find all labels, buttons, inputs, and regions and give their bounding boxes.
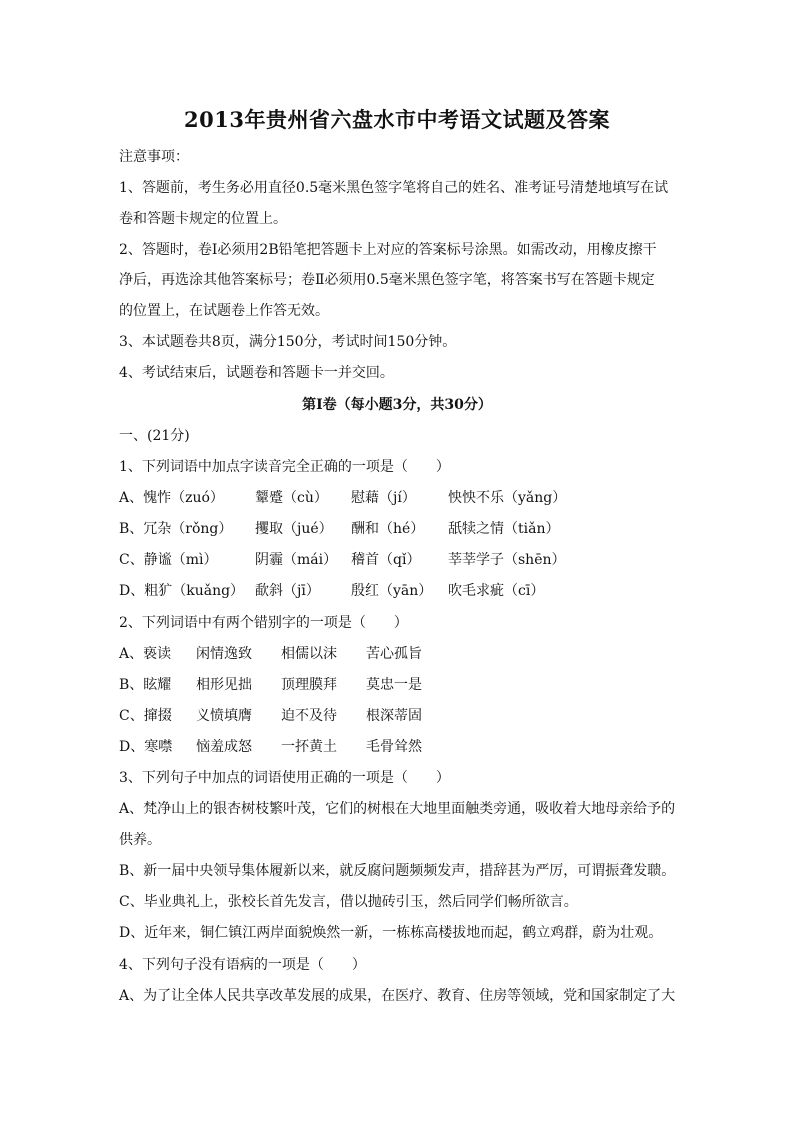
option-item: 顶理膜拜 [281, 677, 337, 693]
question-1-stem: 1、下列词语中加点字读音完全正确的一项是（ ） [119, 459, 450, 475]
option-item: 殷红（yān） [351, 583, 433, 599]
notice-2-line-3: 的位置上，在试题卷上作答无效。 [119, 303, 329, 319]
option-item: 怏怏不乐（yǎng） [448, 490, 567, 506]
section-title: 第Ⅰ卷（每小题3分，共30分） [302, 397, 492, 413]
question-3-option-c: C、毕业典礼上，张校长首先发言，借以抛砖引玉，然后同学们畅所欲言。 [119, 894, 578, 910]
option-item: 毛骨耸然 [366, 739, 422, 755]
option-item: 阴霾（mái） [255, 552, 338, 568]
notice-2-line-2: 净后，再选涂其他答案标号；卷Ⅱ必须用0.5毫米黑色签字笔，将答案书写在答题卡规定 [119, 272, 655, 288]
question-4-stem: 4、下列句子没有语病的一项是（ ） [119, 957, 366, 973]
question-4-option-a-line-1: A、为了让全体人民共享改革发展的成果，在医疗、教育、住房等领域，党和国家制定了大 [119, 988, 676, 1004]
option-item: C、静谧（mì） [119, 552, 218, 568]
option-item: 义愤填膺 [196, 708, 252, 724]
option-item: 相形见拙 [196, 677, 252, 693]
option-item: D、粗犷（kuǎng） [119, 583, 245, 599]
part-heading: 一、(21分) [119, 428, 190, 444]
option-item: 酬和（hé） [351, 521, 425, 537]
option-item: 稽首（qǐ） [351, 552, 421, 568]
option-item: D、寒噤 [119, 739, 173, 755]
option-item: 慰藉（jí） [351, 490, 416, 506]
option-item: 恼羞成怒 [196, 739, 252, 755]
option-item: A、亵读 [119, 646, 172, 662]
option-item: 歃斜（jī） [255, 583, 320, 599]
option-item: B、冗杂（rǒng） [119, 521, 233, 537]
option-item: 莘莘学子（shēn） [448, 552, 566, 568]
question-3-option-a-line-1: A、梵净山上的银杏树枝繁叶茂，它们的树根在大地里面触类旁通，吸收着大地母亲给予的 [119, 801, 676, 817]
question-3-option-d: D、近年来，铜仁镇江两岸面貌焕然一新，一栋栋高楼拔地而起，鹤立鸡群，蔚为壮观。 [119, 925, 663, 941]
option-item: 苦心孤旨 [366, 646, 422, 662]
notice-1-line-2: 卷和答题卡规定的位置上。 [119, 211, 287, 227]
question-2-stem: 2、下列词语中有两个错别字的一项是（ ） [119, 615, 408, 631]
option-item: C、撺掇 [119, 708, 172, 724]
notice-3: 3、本试题卷共8页，满分150分，考试时间150分钟。 [119, 334, 457, 350]
option-item: 相儒以沫 [281, 646, 337, 662]
notice-heading: 注意事项： [119, 149, 189, 165]
question-3-option-b: B、新一届中央领导集体履新以来，就反腐问题频频发声，措辞甚为严厉，可谓振聋发聩。 [119, 863, 676, 879]
option-item: A、愧怍（zuó） [119, 490, 224, 506]
question-3-stem: 3、下列句子中加点的词语使用正确的一项是（ ） [119, 770, 450, 786]
option-item: 闲情逸致 [196, 646, 252, 662]
option-item: 吹毛求疵（cī） [448, 583, 545, 599]
notice-4: 4、考试结束后，试题卷和答题卡一并交回。 [119, 365, 394, 381]
option-item: 根深蒂固 [366, 708, 422, 724]
question-3-option-a-line-2: 供养。 [119, 832, 161, 848]
option-item: 颦蹙（cù） [255, 490, 328, 506]
notice-1-line-1: 1、答题前，考生务必用直径0.5毫米黑色签字笔将自己的姓名、准考证号清楚地填写在试 [119, 180, 669, 196]
option-item: B、眩耀 [119, 677, 172, 693]
option-item: 攫取（jué） [255, 521, 333, 537]
option-item: 莫忠一是 [366, 677, 422, 693]
option-item: 一抔黄土 [281, 739, 337, 755]
page-title: 2013年贵州省六盘水市中考语文试题及答案 [184, 107, 610, 132]
option-item: 舐犊之情（tiǎn） [448, 521, 560, 537]
option-item: 迫不及待 [281, 708, 337, 724]
notice-2-line-1: 2、答题时，卷Ⅰ必须用2B铅笔把答题卡上对应的答案标号涂黑。如需改动，用橡皮擦干 [119, 242, 657, 258]
